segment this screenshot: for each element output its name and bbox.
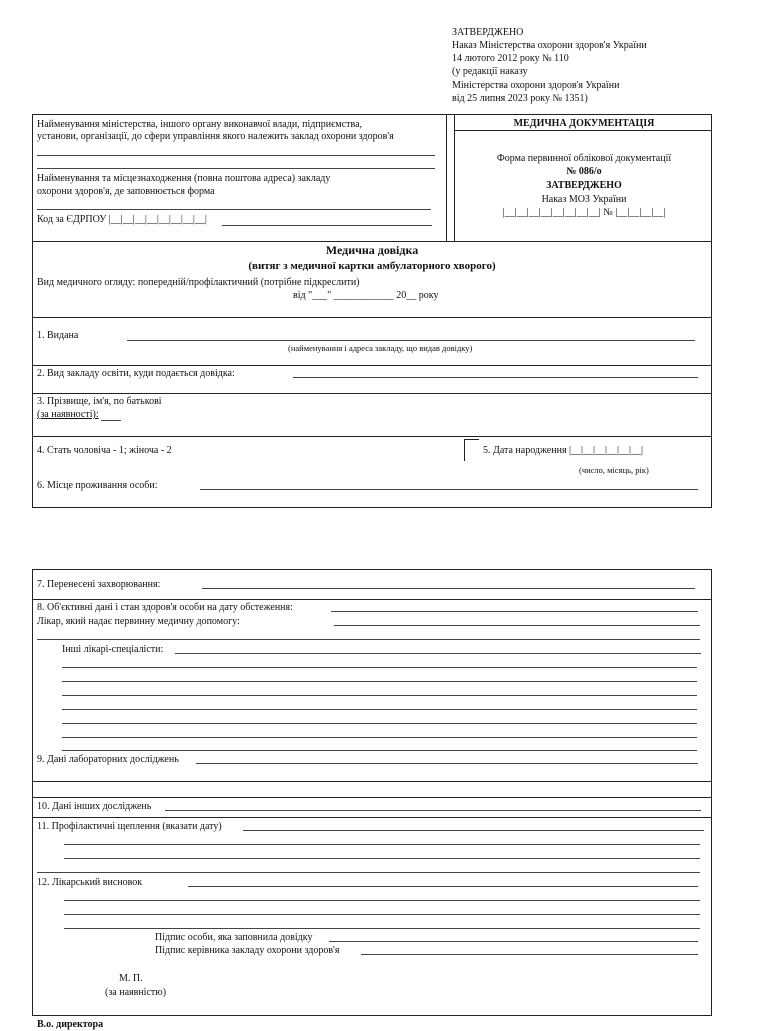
field-11-input[interactable] [243,830,704,831]
others-line[interactable] [62,750,697,751]
field-7-input[interactable] [202,588,695,589]
certificate-date[interactable]: від "___" ____________ 20__ року [293,290,439,301]
field-3-input[interactable] [101,420,121,421]
field-9-input[interactable] [196,763,698,764]
rule-before-f8 [32,599,712,600]
rule-before-f1 [32,317,712,318]
conclusion-line[interactable] [64,914,700,915]
field-8-doctor-input[interactable] [334,625,700,626]
field-12-input[interactable] [188,886,698,887]
field-8-input[interactable] [331,611,698,612]
approval-edition: (у редакції наказу [452,66,528,77]
rule-before-f2 [32,365,712,366]
form-frame-bottom [32,569,712,1016]
vaccine-line[interactable] [64,844,700,845]
others-line[interactable] [62,681,697,682]
field-4-label: 4. Стать чоловіча - 1; жіноча - 2 [37,445,172,456]
edrpou-line [222,225,432,226]
rule-before-f11 [32,817,712,818]
edrpou-code[interactable]: Код за ЄДРПОУ |__|__|__|__|__|__|__|__| [37,214,207,225]
facility-label-1: Найменування та місцезнаходження (повна поштова адреса) закладу [37,173,331,184]
header-divider-2 [454,114,455,241]
approval-edition-date: від 25 липня 2023 року № 1351) [452,93,588,104]
sign-person-label: Підпис особи, яка заповнила довідку [155,932,313,943]
certificate-title: Медична довідка [325,243,419,257]
approval-order: Наказ Міністерства охорони здоров'я України [452,40,647,51]
field-6-label: 6. Місце проживання особи: [37,480,158,491]
field-2-input[interactable] [293,377,698,378]
ministry-line [37,155,435,156]
facility-label-2: охорони здоров'я, де заповнюється форма [37,186,215,197]
field-5-hint: (число, місяць, рік) [579,465,649,475]
rule-before-f3 [32,393,712,394]
stamp-label: М. П. [119,973,143,984]
med-doc-title: МЕДИЧНА ДОКУМЕНТАЦІЯ [513,118,655,129]
ministry-label-1: Найменування міністерства, іншого органу виконавчої влади, підприємства, [37,119,363,130]
field-8-line[interactable] [37,639,700,640]
field-7-label: 7. Перенесені захворювання: [37,579,161,590]
form-order: Наказ МОЗ України [541,194,627,205]
field-1-hint: (найменування і адреса закладу, що видав довідку) [288,343,473,353]
field-10-label: 10. Дані інших досліджень [37,801,152,812]
acting-director: В.о. директора [37,1019,104,1030]
form-label: Форма первинної облікової документації [496,153,672,164]
sign-person-line[interactable] [329,941,698,942]
field-9-label: 9. Дані лабораторних досліджень [37,754,179,765]
field-5-label[interactable]: 5. Дата народження |__|__|__|__|__|__| [483,445,644,456]
header-divider [446,114,447,241]
facility-line [37,209,431,210]
exam-type[interactable]: Вид медичного огляду: попередній/профілактичний (потрібне підкреслити) [37,277,360,288]
vaccine-line[interactable] [64,858,700,859]
field-1-label: 1. Видана [37,330,79,341]
field-12-label: 12. Лікарський висновок [37,877,143,888]
gender-box[interactable] [464,439,479,461]
field-8-doctor: Лікар, який надає первинну медичну допомогу: [37,616,240,627]
rule-before-f4 [32,436,712,437]
field-8-label: 8. Об'єктивні дані і стан здоров'я особи на дату обстеження: [37,602,293,613]
ministry-line-2 [37,168,435,169]
approval-date: 14 лютого 2012 року № 110 [452,53,569,64]
certificate-subtitle: (витяг з медичної картки амбулаторного хворого) [248,260,496,272]
header-title-rule [454,130,712,131]
vaccine-line[interactable] [37,872,700,873]
ministry-label-2: установи, організації, до сфери управління якого належить заклад охорони здоров'я [37,131,394,142]
sign-head-label: Підпис керівника закладу охорони здоров'я [155,945,340,956]
sign-head-line[interactable] [361,954,698,955]
rule-before-spacer [32,781,712,782]
field-8-others: Інші лікарі-спеціалісти: [62,644,164,655]
header-bottom-rule [32,241,712,242]
others-line[interactable] [62,667,697,668]
field-8-others-input[interactable] [175,653,701,654]
form-approved: ЗАТВЕРДЖЕНО [546,180,622,191]
conclusion-line[interactable] [64,900,700,901]
others-line[interactable] [62,723,697,724]
others-line[interactable] [62,709,697,710]
others-line[interactable] [62,695,697,696]
conclusion-line[interactable] [64,928,700,929]
stamp-hint: (за наявністю) [105,987,167,998]
form-code-cells[interactable]: |__|__|__|__|__|__|__|__| № |__|__|__|__| [502,207,666,218]
rule-before-f10 [32,797,712,798]
field-3-hint: (за наявності): [37,409,99,420]
field-10-input[interactable] [165,810,701,811]
field-2-label: 2. Вид закладу освіти, куди подається довідка: [37,368,235,379]
field-1-input[interactable] [127,340,695,341]
approval-ministry: Міністерства охорони здоров'я України [452,80,620,91]
field-11-label: 11. Профілактичні щеплення (вказати дату) [37,821,222,832]
field-6-input[interactable] [200,489,698,490]
others-line[interactable] [62,737,697,738]
form-number: № 086/о [566,166,602,177]
field-3-label: 3. Прізвище, ім'я, по батькові [37,396,162,407]
approval-title: ЗАТВЕРДЖЕНО [452,27,524,38]
